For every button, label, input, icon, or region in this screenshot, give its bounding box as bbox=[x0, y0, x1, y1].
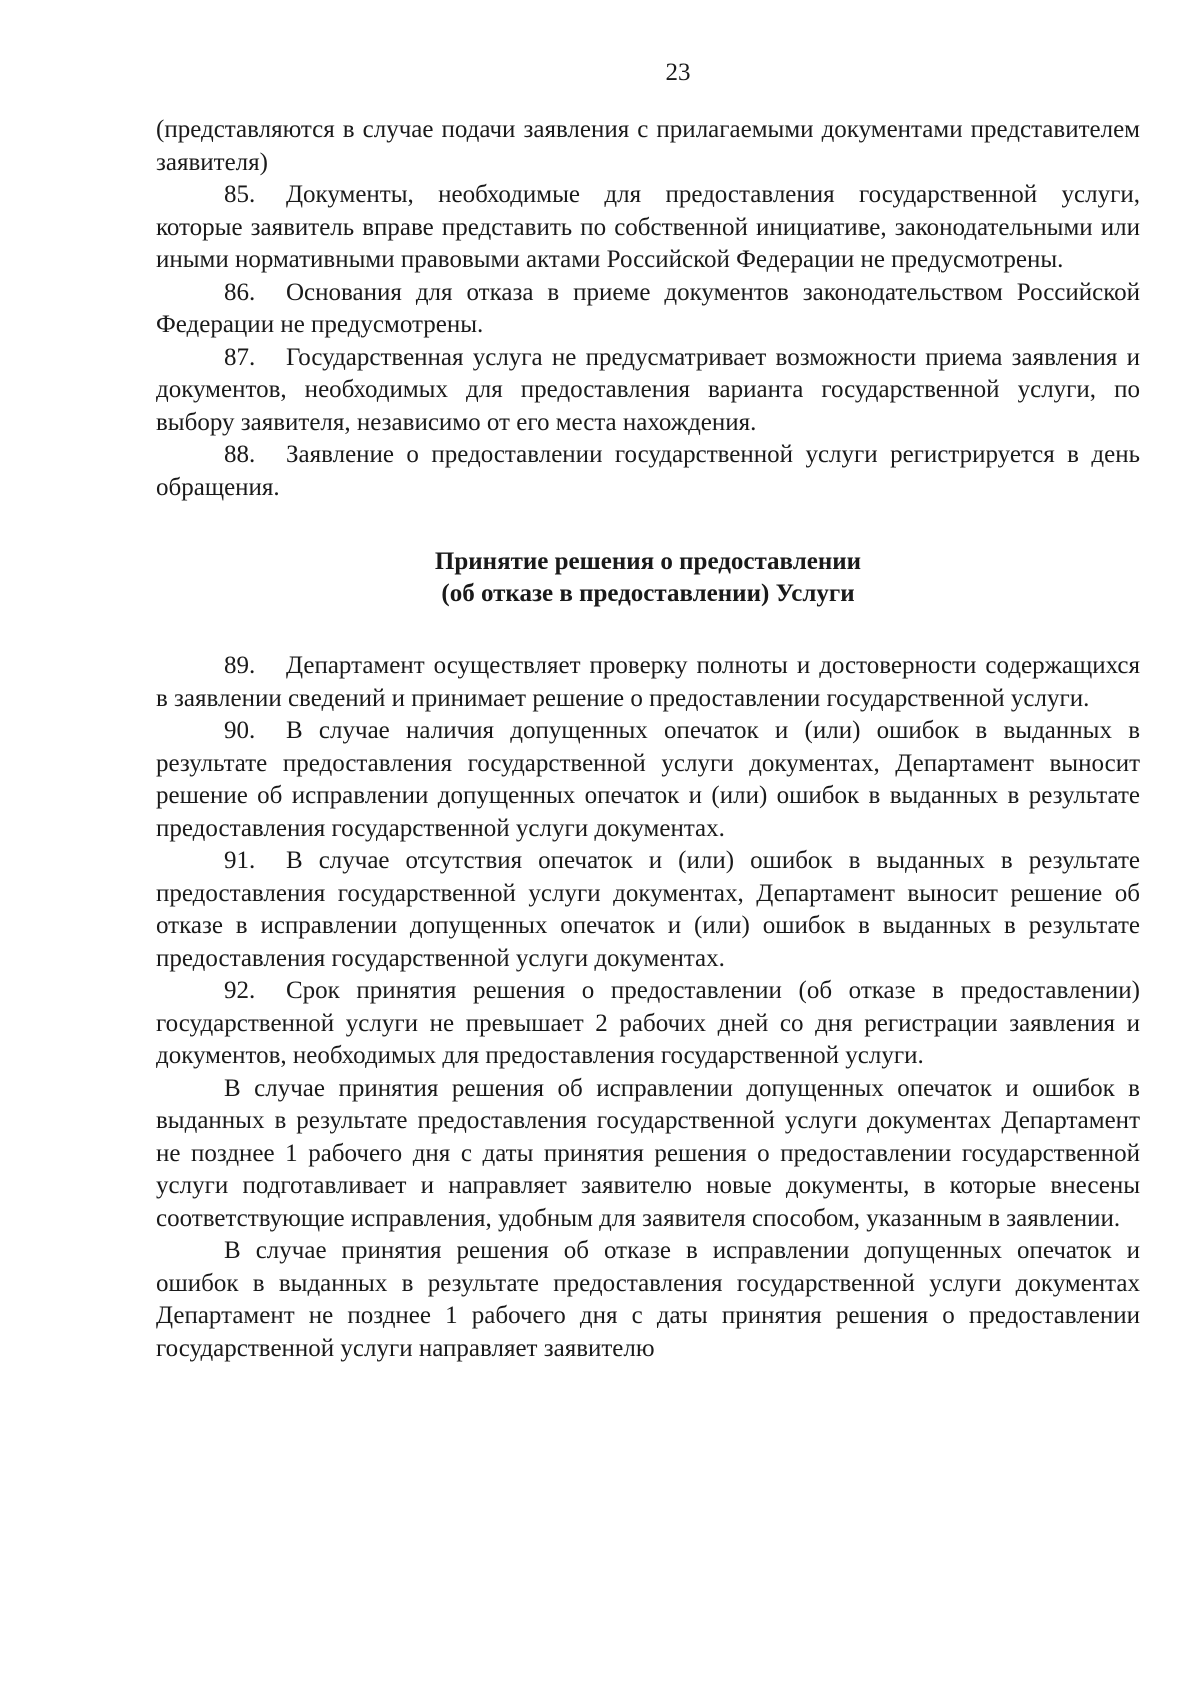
paragraph-text: Государственная услуга не предусматривает возможности приема заявления и документов, необходимых для предоставления варианта государственной услуги, по выбору заявителя, независимо от его места нахождения. bbox=[156, 343, 1140, 436]
paragraph-text: Срок принятия решения о предоставлении (об отказе в предоставлении) государственной услуги не превышает 2 рабочих дней со дня регистрации заявления и документов, необходимых для предоставления государственной услуги. bbox=[156, 977, 1140, 1069]
paragraph-text: В случае принятия решения об исправлении допущенных опечаток и ошибок в выданных в результате предоставления государственной услуги документах Департамент не позднее 1 рабочего дня с даты принятия решения о предоставлении государственной услуги подготавливает и направляет заявителю новые документы, в которые внесены соответствующие исправления, удобным для заявителя способом, указанным в заявлении. bbox=[156, 1074, 1140, 1232]
paragraph-continuation bbox=[156, 114, 1140, 179]
section-heading-line-2: (об отказе в предоставлении) Услуги bbox=[441, 580, 855, 607]
paragraph-text: Документы, необходимые для предоставления государственной услуги, которые заявитель вправе представить по собственной инициативе, законодательными или иными нормативными правовыми актами Российской Федерации не предусмотрены. bbox=[156, 181, 1140, 273]
document-body-section bbox=[156, 650, 1140, 1365]
paragraph-text: Основания для отказа в приеме документов законодательством Российской Федерации не предусмотрены. bbox=[156, 278, 1140, 338]
page-number: 23 bbox=[665, 59, 691, 86]
paragraph-text: В случае отсутствия опечаток и (или) ошибок в выданных в результате предоставления государственной услуги документах, Департамент выносит решение об отказе в исправлении допущенных опечаток и (или) ошибок в выданных в результате предоставления государственной услуги документах. bbox=[156, 847, 1140, 972]
paragraph-87 bbox=[156, 342, 1140, 440]
paragraph-text: В случае принятия решения об отказе в исправлении допущенных опечаток и ошибок в выданных в результате предоставления государственной услуги документах Департамент не позднее 1 рабочего дня с даты принятия решения о предоставлении государственной услуги направляет заявителю bbox=[156, 1237, 1140, 1362]
paragraph-number: 92. bbox=[224, 977, 256, 1004]
paragraph-91 bbox=[156, 845, 1140, 975]
paragraph-number: 90. bbox=[224, 717, 256, 744]
paragraph-correction-decision bbox=[156, 1073, 1140, 1236]
paragraph-92 bbox=[156, 975, 1140, 1073]
paragraph-number: 91. bbox=[224, 847, 256, 874]
paragraph-number: 86. bbox=[224, 278, 256, 306]
paragraph-number: 89. bbox=[224, 652, 256, 679]
section-heading-line-1: Принятие решения о предоставлении bbox=[434, 548, 862, 575]
document-body bbox=[156, 114, 1140, 504]
paragraph-text: Департамент осуществляет проверку полноты и достоверности содержащихся в заявлении сведений и принимает решение о предоставлении государственной услуги. bbox=[156, 652, 1140, 712]
paragraph-number: 85. bbox=[224, 181, 256, 208]
paragraph-number: 88. bbox=[224, 441, 256, 468]
paragraph-text: (представляются в случае подачи заявления с прилагаемыми документами представителем заявителя) bbox=[156, 116, 1140, 176]
paragraph-86 bbox=[156, 277, 1140, 342]
paragraph-number: 87. bbox=[224, 343, 256, 371]
paragraph-text: В случае наличия допущенных опечаток и (или) ошибок в выданных в результате предоставления государственной услуги документах, Департамент выносит решение об исправлении допущенных опечаток и (или) ошибок в выданных в результате предоставления государственной услуги документах. bbox=[156, 717, 1140, 842]
paragraph-85 bbox=[156, 179, 1140, 277]
paragraph-90 bbox=[156, 715, 1140, 845]
paragraph-88 bbox=[156, 439, 1140, 504]
paragraph-refusal-decision bbox=[156, 1235, 1140, 1365]
paragraph-text: Заявление о предоставлении государственной услуги регистрируется в день обращения. bbox=[156, 441, 1140, 501]
section-heading bbox=[156, 546, 1140, 610]
paragraph-89 bbox=[156, 650, 1140, 715]
